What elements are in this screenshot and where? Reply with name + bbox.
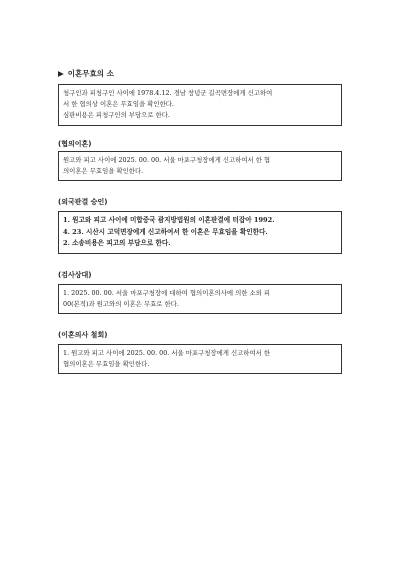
section-heading-foreign-judgment: (외국판결 승인) — [58, 198, 108, 206]
section-heading-consensual-divorce: (협의이혼) — [58, 140, 92, 148]
box-line: 협의이혼은 무효임을 확인한다. — [63, 360, 150, 369]
box-line: 1. 원고와 피고 사이에 2025. 00. 00. 서울 마포구청장에게 신고하여서 한 — [63, 349, 271, 357]
box-line: 심판비용은 피청구인의 부담으로 한다. — [63, 111, 170, 120]
box-line: 2. 소송비용은 피고의 부담으로 한다. — [63, 239, 171, 248]
box-line: 1. 2025. 00. 00. 서울 마포구청장에 대하여 협의이혼의사에 의한 소외 피 — [63, 289, 271, 297]
box-line: 서 한 협의상 이혼은 무효임을 확인한다. — [63, 100, 174, 109]
box-line: 의이혼은 무효임을 확인한다. — [63, 167, 144, 176]
section-heading-withdrawal-of-intent: (이혼의사 철회) — [58, 331, 108, 339]
box-line: 4. 23. 시산시 고덕면장에게 신고하여서 한 이혼은 무효임을 확인한다. — [63, 227, 268, 236]
example-box-withdrawal-of-intent — [58, 344, 342, 374]
page-title-text: 이혼무효의 소 — [67, 69, 114, 78]
example-box-foreign-judgment — [58, 211, 342, 254]
box-line: 청구인과 피청구인 사이에 1978.4.12. 경남 창녕군 길곡면장에게 신고하여 — [63, 89, 273, 97]
page-title — [58, 68, 114, 79]
triangle-bullet-icon: ▶ — [58, 69, 64, 78]
example-box-main — [58, 84, 342, 126]
box-line: 1. 원고와 피고 사이에 미합중국 괌지방법원의 이혼판결에 터잡아 1992. — [63, 216, 275, 224]
section-heading-against-prosecutor: (검사상대) — [58, 271, 92, 279]
box-line: 원고와 피고 사이에 2025. 00. 00. 서울 마포구청장에게 신고하여서 한 협 — [63, 156, 271, 164]
example-box-against-prosecutor — [58, 284, 342, 314]
box-line: 00(본적)과 원고와의 이혼은 무효로 한다. — [63, 300, 179, 309]
example-box-consensual-divorce — [58, 151, 342, 181]
